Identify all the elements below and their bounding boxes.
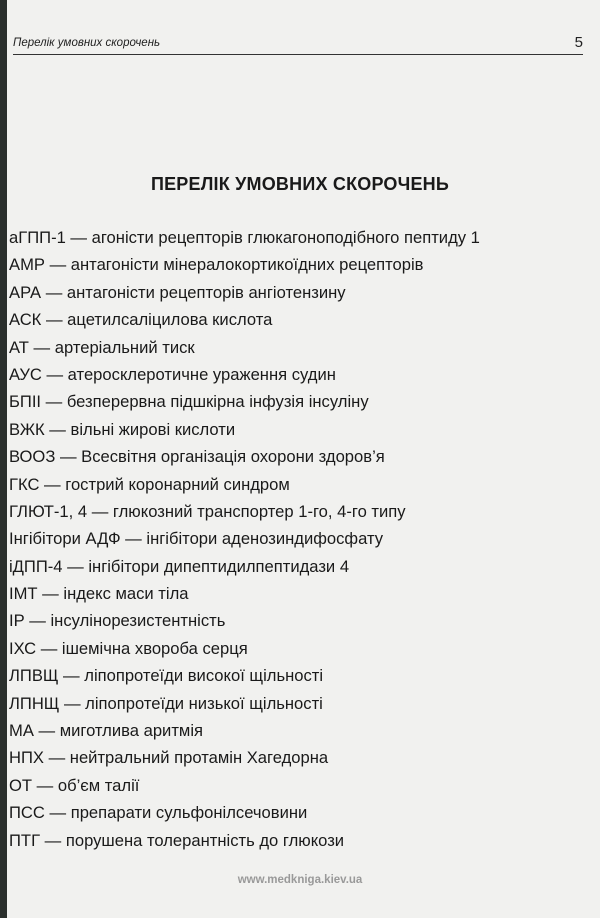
abbreviation-entry: БПІІ — безперервна підшкірна інфузія інсуліну xyxy=(9,392,369,412)
footer-url: www.medkniga.kiev.ua xyxy=(237,874,363,886)
abbreviation-entry: ІР — інсулінорезистентність xyxy=(9,611,226,631)
abbreviation-entry: ІМТ — індекс маси тіла xyxy=(9,584,189,604)
page-number: 5 xyxy=(574,34,583,51)
abbreviation-entry: ПСС — препарати сульфонілсечовини xyxy=(9,803,308,823)
page-title: ПЕРЕЛІК УМОВНИХ СКОРОЧЕНЬ xyxy=(150,174,450,194)
abbreviation-entry: ВЖК — вільні жирові кислоти xyxy=(9,419,236,439)
abbreviation-entry: аГПП-1 — агоністи рецепторів глюкагоноподібного пептиду 1 xyxy=(9,228,480,247)
abbreviation-entry: ЛПВЩ — ліпопротеїди високої щільності xyxy=(9,666,324,686)
abbreviation-entry: АРА — антагоністи рецепторів ангіотензину xyxy=(9,282,346,302)
abbreviation-entry: НПХ — нейтральний протамін Хагедорна xyxy=(9,748,329,768)
abbreviation-entry: АТ — артеріальний тиск xyxy=(9,337,195,357)
abbreviation-entry: ВООЗ — Всесвітня організація охорони здоров’я xyxy=(9,447,385,467)
abbreviation-entry: ПТГ — порушена толерантність до глюкози xyxy=(9,830,345,850)
abbreviation-entry: МА — миготлива аритмія xyxy=(9,721,203,741)
running-header xyxy=(13,34,583,55)
abbreviation-entry: ЛПНЩ — ліпопротеїди низької щільності xyxy=(9,693,323,713)
abbreviation-entry: ІХС — ішемічна хвороба серця xyxy=(9,638,248,658)
running-header-title: Перелік умовних скорочень xyxy=(13,37,161,49)
abbreviation-entry: Інгібітори АДФ — інгібітори аденозиндифосфату xyxy=(9,529,384,549)
book-spine-edge xyxy=(0,0,7,918)
abbreviation-entry: АМР — антагоністи мінералокортикоїдних рецепторів xyxy=(9,255,424,275)
abbreviation-list xyxy=(9,224,480,854)
abbreviation-entry: АУС — атеросклеротичне ураження судин xyxy=(9,364,336,384)
abbreviation-entry: ГКС — гострий коронарний синдром xyxy=(9,474,290,494)
abbreviation-entry: ГЛЮТ-1, 4 — глюкозний транспортер 1-го, 4-го типу xyxy=(9,501,406,521)
abbreviation-entry: іДПП-4 — інгібітори дипептидилпептидази 4 xyxy=(9,556,350,576)
abbreviation-entry: ОТ — об’єм талії xyxy=(9,775,140,795)
abbreviation-entry: АСК — ацетилсаліцилова кислота xyxy=(9,310,273,330)
